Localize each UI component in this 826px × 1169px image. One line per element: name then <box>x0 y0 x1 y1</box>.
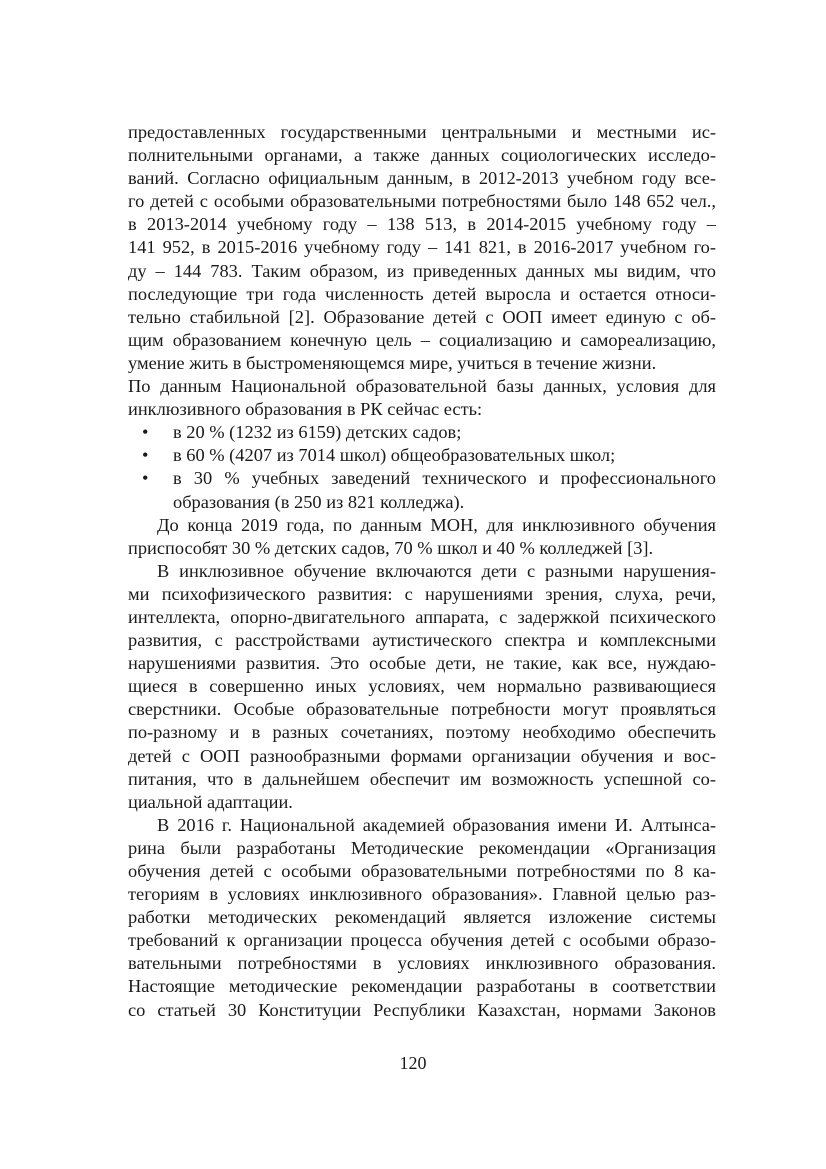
text-line: со статьей 30 Конституции Республики Казахстан, нормами Законов <box>128 999 716 1020</box>
text-line: До конца 2019 года, по данным МОН, для инклюзивного обучения <box>157 514 716 535</box>
text-line: питания, что в дальнейшем обеспечит им возможность успешной со- <box>128 768 716 789</box>
text-line: ваний. Согласно официальным данным, в 2012-2013 учебном году все- <box>128 168 716 189</box>
list-item <box>128 444 716 467</box>
text-line: приспособят 30 % детских садов, 70 % школ и 40 % колледжей [3]. <box>128 537 654 558</box>
text-line: инклюзивного образования в РК сейчас есть: <box>128 399 483 420</box>
text-line: По данным Национальной образовательной базы данных, условия для <box>128 376 716 397</box>
paragraph-national-database <box>128 375 716 421</box>
text-line: обучения детей с особыми образовательными потребностями по 8 ка- <box>128 861 716 881</box>
text-line: щим образованием конечную цель – социализацию и самореализацию, <box>128 329 716 350</box>
text-line: тельно стабильной [2]. Образование детей с ООП имеет единую с об- <box>128 306 716 327</box>
text-line: в 2013-2014 учебному году – 138 513, в 2014-2015 учебному году – <box>128 214 716 235</box>
text-line: щиеся в совершенно иных условиях, чем нормально развивающиеся <box>128 676 716 697</box>
text-line: в 60 % (4207 из 7014 школ) общеобразовательных школ; <box>173 445 616 466</box>
paragraph-methodical-recommendations <box>128 814 716 1022</box>
text-line: циальной адаптации. <box>128 791 293 812</box>
paragraph-statistics <box>128 121 716 375</box>
text-line: рина были разработаны Методические рекомендации «Организация <box>128 837 716 858</box>
text-line: в 30 % учебных заведений технического и профессионального <box>173 468 716 489</box>
bullet-icon: • <box>142 445 149 466</box>
body-text <box>128 121 716 1022</box>
text-line: го детей с особыми образовательными потребностями было 148 652 чел., <box>128 191 716 212</box>
text-line: Настоящие методические рекомендации разработаны в соответствии <box>128 976 716 997</box>
text-line: по-разному и в разных сочетаниях, поэтому необходимо обеспечить <box>128 722 716 743</box>
text-line: предоставленных государственными центральными и местными ис- <box>128 122 716 142</box>
paragraph-mon-plan <box>128 514 716 560</box>
bullet-icon: • <box>142 422 149 443</box>
paragraph-inclusive-learning <box>128 560 716 814</box>
text-line: требований к организации процесса обучения детей с особыми образо- <box>128 930 716 951</box>
text-line: последующие три года численность детей выросла и остается относи- <box>128 283 716 304</box>
text-line: интеллекта, опорно-двигательного аппарата, с задержкой психического <box>128 606 716 627</box>
page-number: 120 <box>399 1053 427 1073</box>
text-line: сверстники. Особые образовательные потребности могут проявляться <box>128 699 716 720</box>
text-line: развития, с расстройствами аутистического спектра и комплексными <box>128 630 716 651</box>
text-line: В инклюзивное обучение включаются дети с разными нарушения- <box>157 560 716 581</box>
list-item <box>128 467 716 513</box>
list-item <box>128 421 716 444</box>
text-line: детей с ООП разнообразными формами организации обучения и вос- <box>128 745 716 766</box>
bullet-list <box>128 421 716 513</box>
text-line: умение жить в быстроменяющемся мире, учиться в течение жизни. <box>128 352 657 373</box>
text-line: нарушениями развития. Это особые дети, не такие, как все, нуждаю- <box>128 653 716 674</box>
text-line: в 20 % (1232 из 6159) детских садов; <box>173 422 462 443</box>
text-line: вательными потребностями в условиях инклюзивного образования. <box>128 953 716 974</box>
text-line: 141 952, в 2015-2016 учебному году – 141 821, в 2016-2017 учебном го- <box>128 237 716 258</box>
bullet-icon: • <box>142 468 149 489</box>
text-line: работки методических рекомендаций является изложение системы <box>128 907 716 928</box>
text-line: тегориям в условиях инклюзивного образования». Главной целью раз- <box>128 884 716 905</box>
text-line: полнительными органами, а также данных социологических исследо- <box>128 145 716 166</box>
text-line: В 2016 г. Национальной академией образования имени И. Алтынса- <box>157 814 716 835</box>
text-line: ми психофизического развития: с нарушениями зрения, слуха, речи, <box>128 583 716 604</box>
text-line: образования (в 250 из 821 колледжа). <box>173 491 465 512</box>
text-line: ду – 144 783. Таким образом, из приведенных данных мы видим, что <box>128 260 716 281</box>
